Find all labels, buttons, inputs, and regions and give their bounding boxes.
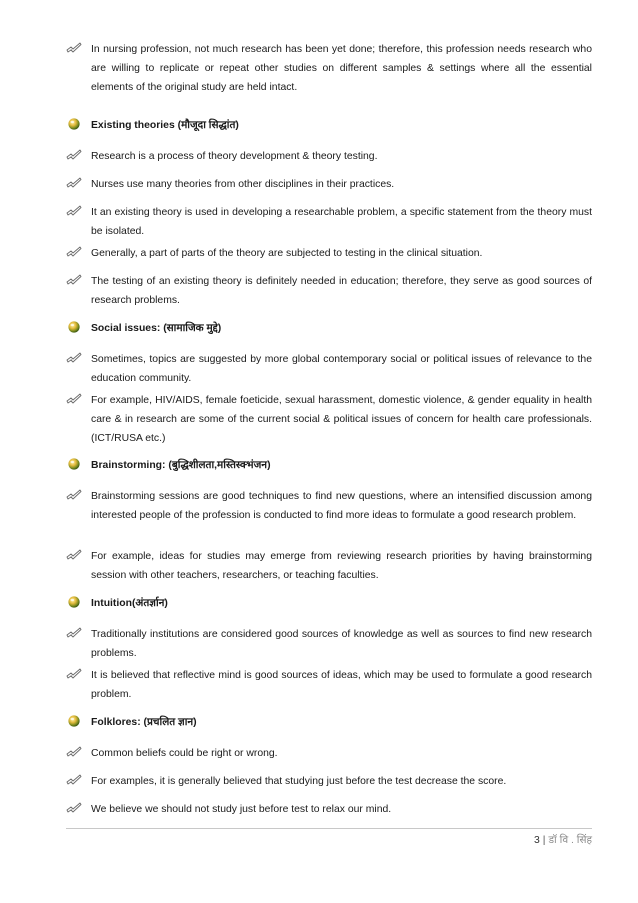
footer-divider	[66, 828, 592, 829]
checkmark-bullet-icon	[66, 667, 82, 681]
section-heading	[66, 116, 592, 135]
checkmark-bullet-icon	[66, 273, 82, 287]
checkmark-bullet-icon	[66, 148, 82, 162]
bullet-point	[66, 744, 592, 763]
checkmark-bullet-icon	[66, 488, 82, 502]
point-text: Sometimes, topics are suggested by more global contemporary social or political issues of relevance to the education community.	[91, 354, 592, 384]
heading-text: Folklores: (प्रचलित ज्ञान)	[91, 717, 197, 728]
ball-bullet-icon	[66, 714, 82, 728]
point-text: Traditionally institutions are considered good sources of knowledge as well as sources to find new research problems.	[91, 629, 592, 659]
point-text: For example, HIV/AIDS, female foeticide, sexual harassment, domestic violence, & gender equality in health care & in research are some of the current social & political issues of concern for health care professionals. (ICT/RUSA etc.)	[91, 395, 592, 444]
checkmark-bullet-icon	[66, 626, 82, 640]
bullet-point	[66, 272, 592, 310]
ball-bullet-icon	[66, 595, 82, 609]
point-text: It an existing theory is used in developing a researchable problem, a specific statement from the theory must be isolated.	[91, 207, 592, 237]
point-text: Brainstorming sessions are good techniques to find new questions, where an intensified discussion among interested people of the profession is conducted to find more ideas to formulate a good research problem.	[91, 491, 592, 521]
checkmark-bullet-icon	[66, 245, 82, 259]
bullet-point	[66, 40, 592, 97]
footer-separator: |	[542, 835, 546, 846]
bullet-point	[66, 625, 592, 663]
heading-text: Brainstorming: (बुद्धिशीलता,मस्तिस्क्भंजन)	[91, 460, 271, 471]
checkmark-bullet-icon	[66, 745, 82, 759]
point-text: Nurses use many theories from other disciplines in their practices.	[91, 179, 395, 190]
ball-bullet-icon	[66, 117, 82, 131]
point-text: Common beliefs could be right or wrong.	[91, 748, 278, 759]
bullet-point	[66, 350, 592, 388]
section-heading	[66, 456, 592, 475]
section-heading	[66, 594, 592, 613]
checkmark-bullet-icon	[66, 392, 82, 406]
footer-author: डॉ वि . सिंह	[548, 835, 592, 846]
bullet-point	[66, 175, 592, 194]
bullet-point	[66, 147, 592, 166]
bullet-point	[66, 800, 592, 819]
page-number: 3	[534, 835, 540, 846]
point-text: It is believed that reflective mind is good sources of ideas, which may be used to formulate a good research problem.	[91, 670, 592, 700]
checkmark-bullet-icon	[66, 41, 82, 55]
point-text: For examples, it is generally believed that studying just before the test decrease the score.	[91, 776, 507, 787]
point-text: We believe we should not study just before test to relax our mind.	[91, 804, 392, 815]
heading-text: Intuition(अंतर्ज्ञान)	[91, 598, 168, 609]
bullet-point	[66, 666, 592, 704]
section-heading	[66, 713, 592, 732]
point-text: Generally, a part of parts of the theory are subjected to testing in the clinical situation.	[91, 248, 483, 259]
heading-text: Existing theories (मौजूदा सिद्धांत)	[91, 120, 239, 131]
ball-bullet-icon	[66, 457, 82, 471]
checkmark-bullet-icon	[66, 351, 82, 365]
checkmark-bullet-icon	[66, 204, 82, 218]
point-text: For example, ideas for studies may emerge from reviewing research priorities by having brainstorming session with other teachers, researchers, or teaching faculties.	[91, 551, 592, 581]
point-text: In nursing profession, not much research has been yet done; therefore, this profession needs research who are willing to replicate or repeat other studies on different samples & settings where all the essential elements of the original study are held intact.	[91, 44, 592, 93]
bullet-point	[66, 487, 592, 525]
checkmark-bullet-icon	[66, 548, 82, 562]
bullet-point	[66, 244, 592, 263]
bullet-point	[66, 391, 592, 448]
ball-bullet-icon	[66, 320, 82, 334]
checkmark-bullet-icon	[66, 801, 82, 815]
point-text: Research is a process of theory development & theory testing.	[91, 151, 378, 162]
checkmark-bullet-icon	[66, 773, 82, 787]
bullet-point	[66, 772, 592, 791]
checkmark-bullet-icon	[66, 176, 82, 190]
bullet-point	[66, 203, 592, 241]
bullet-point	[66, 547, 592, 585]
page-footer	[534, 833, 592, 847]
section-heading	[66, 319, 592, 338]
point-text: The testing of an existing theory is definitely needed in education; therefore, they serve as good sources of research problems.	[91, 276, 592, 306]
heading-text: Social issues: (सामाजिक मुद्दे)	[91, 323, 222, 334]
